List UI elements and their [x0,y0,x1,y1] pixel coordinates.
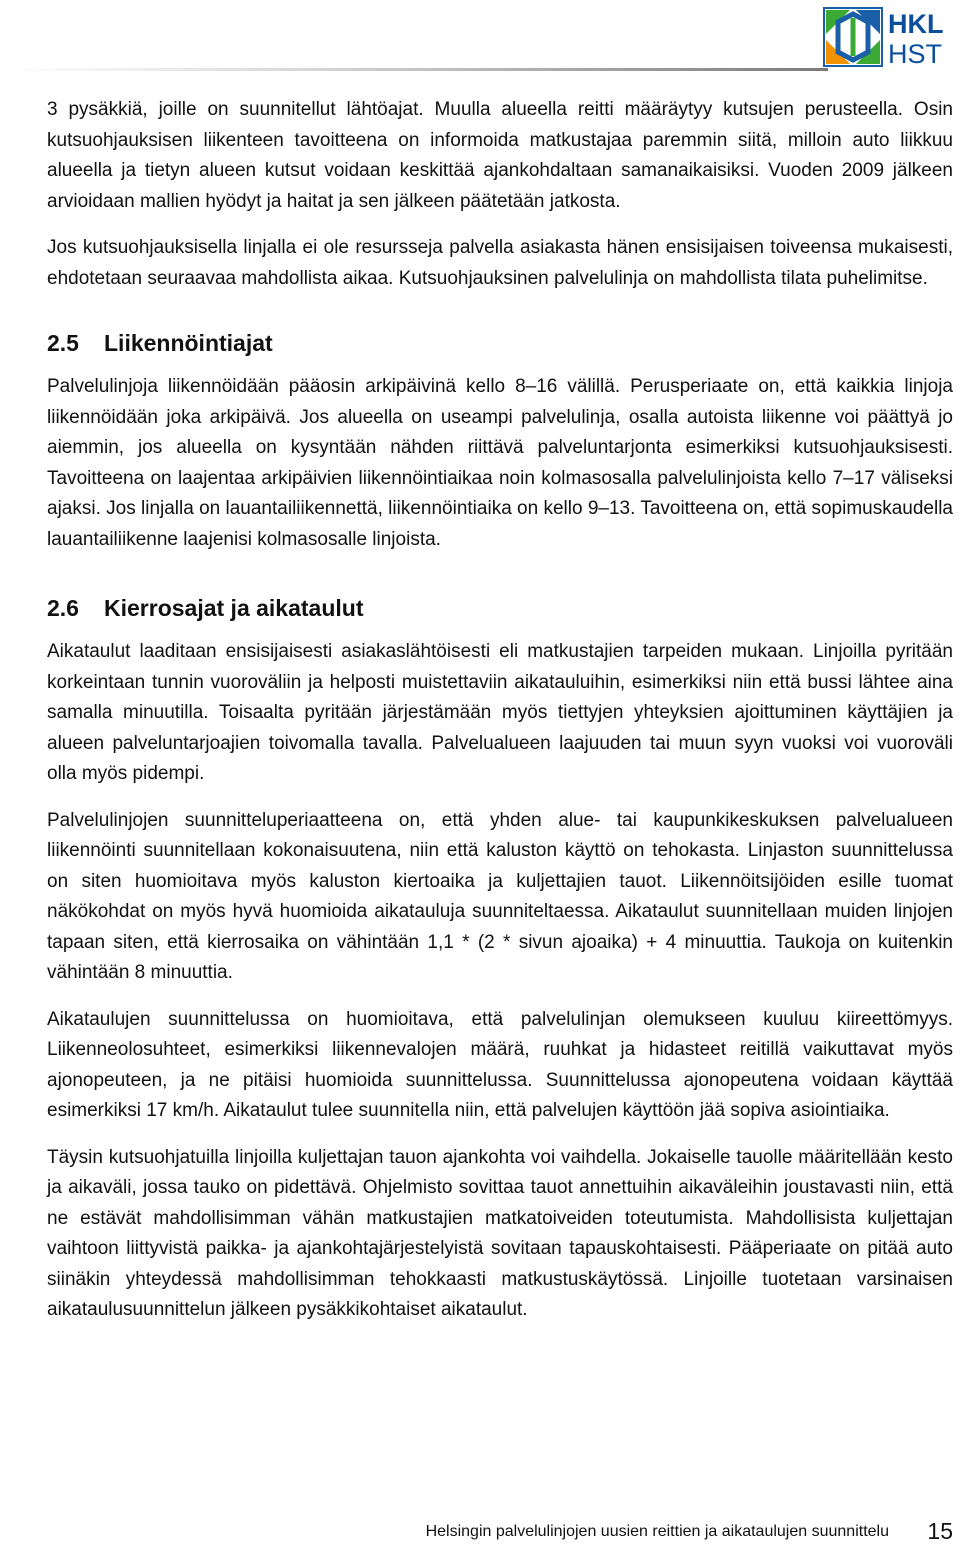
header-rule [8,68,828,71]
paragraph: Palvelulinjojen suunnitteluperiaatteena on, että yhden alue- tai kaupunkikeskuksen palvelualueen liikennöinti suunnitellaan kokonaisuutena, niin että kaluston käyttö on tehokasta. Linjaston suunnittelussa on siten huomioitava myös kaluston kiertoaika ja kuljettajien tauot. Liikennöitsijöiden esille tuomat näkökohdat on myös hyvä huomioida aikatauluja suunniteltaessa. Aikataulut suunnitellaan muiden linjojen tapaan siten, että kierrosaika on vähintään 1,1 * (2 * sivun ajoaika) + 4 minuuttia. Taukoja on kuitenkin vähintään 8 minuuttia. [47,809,953,983]
page-number: 15 [927,1518,953,1544]
section-number: 2.5 [47,330,79,356]
hkl-hst-logo [820,4,952,70]
section-title: Liikennöintiajat [104,330,273,356]
page-footer [0,1518,960,1548]
page-content [47,95,953,1326]
paragraph: Aikataulut laaditaan ensisijaisesti asiakaslähtöisesti eli matkustajien tarpeiden mukaan. Linjoilla pyritään korkeintaan tunnin vuoroväliin ja helposti muistettaviin aikatauluihin, esimerkiksi niin että bussi lähtee aina samalla minuutilla. Toisaalta pyritään järjestämään myös tiettyjen yhteyksien ajoittuminen käyttäjien ja alueen palveluntarjoajien toivomalla tavalla. Palvelualueen laajuuden tai muun syyn vuoksi voi vuoroväli olla myös pidempi. [47,641,953,784]
footer-document-title: Helsingin palvelulinjojen uusien reittien ja aikataulujen suunnittelu [425,1523,889,1540]
paragraph: Aikataulujen suunnittelussa on huomioitava, että palvelulinjan olemukseen kuuluu kiireettömyys. Liikenneolosuhteet, esimerkiksi liikennevalojen määrä, ruuhkat ja hidasteet reitillä vaikuttavat myös ajonopeuteen, ja ne pitäisi huomioida suunnittelussa. Suunnittelussa ajonopeutena voidaan käyttää esimerkiksi 17 km/h. Aikataulut tulee suunnitella niin, että palvelujen käyttöön jää sopiva asiointiaika. [47,1008,953,1121]
section-heading-2-6 [47,593,953,623]
section-number: 2.6 [47,595,79,621]
paragraph: Palvelulinjoja liikennöidään pääosin arkipäivinä kello 8–16 välillä. Perusperiaate on, että kaikkia linjoja liikennöidään joka arkipäivä. Jos alueella on useampi palvelulinja, osalla autoista liikenne voi päättyä jo aiemmin, jos alueella on kysyntään nähden riittävä palveluntarjonta esimerkiksi kutsuohjauksisesti. Tavoitteena on laajentaa arkipäivien liikennöintiaikaa noin kolmasosalla palvelulinjoista kello 7–17 väliseksi ajaksi. Jos linjalla on lauantailiikennettä, liikennöintiaika on kello 9–13. Tavoitteena on, että sopimuskaudella lauantailiikenne laajenisi kolmasosalle linjoista. [47,376,953,550]
logo-text-line2: HST [888,39,942,69]
logo-text-line1: HKL [888,9,944,39]
paragraph: Jos kutsuohjauksisella linjalla ei ole resursseja palvella asiakasta hänen ensisijaisen toiveensa mukaisesti, ehdotetaan seuraavaa mahdollista aikaa. Kutsuohjauksinen palvelulinja on mahdollista tilata puhelimitse. [47,237,953,289]
logo-graphic [820,4,952,70]
paragraph: 3 pysäkkiä, joille on suunnitellut lähtöajat. Muulla alueella reitti määräytyy kutsujen perusteella. Osin kutsuohjauksisen liikenteen tavoitteena on informoida matkustajaa paremmin siitä, milloin auto liikkuu alueella ja tietyn alueen kutsut voidaan keskittää ajankohdaltaan samanaikaisiksi. Vuoden 2009 jälkeen arvioidaan mallien hyödyt ja haitat ja sen jälkeen päätetään jatkosta. [47,99,953,212]
section-heading-2-5 [47,328,953,358]
paragraph: Täysin kutsuohjatuilla linjoilla kuljettajan tauon ajankohta voi vaihdella. Jokaiselle tauolle määritellään kesto ja aikaväli, jossa tauko on pidettävä. Ohjelmisto sovittaa tauot annettuihin aikaväleihin joustavasti niin, että ne estävät mahdollisimman vähän matkustajien matkatoiveiden toteutumista. Mahdollisista kuljettajan vaihtoon liittyvistä paikka- ja ajankohtajärjestelyistä sovitaan tapauskohtaisesti. Pääperiaate on pitää auto siinäkin yhteydessä mahdollisimman tehokkaasti matkustuskäytössä. Linjoille tuotetaan varsinaisen aikataulusuunnittelun jälkeen pysäkkikohtaiset aikataulut. [47,1146,953,1320]
section-title: Kierrosajat ja aikataulut [104,595,364,621]
